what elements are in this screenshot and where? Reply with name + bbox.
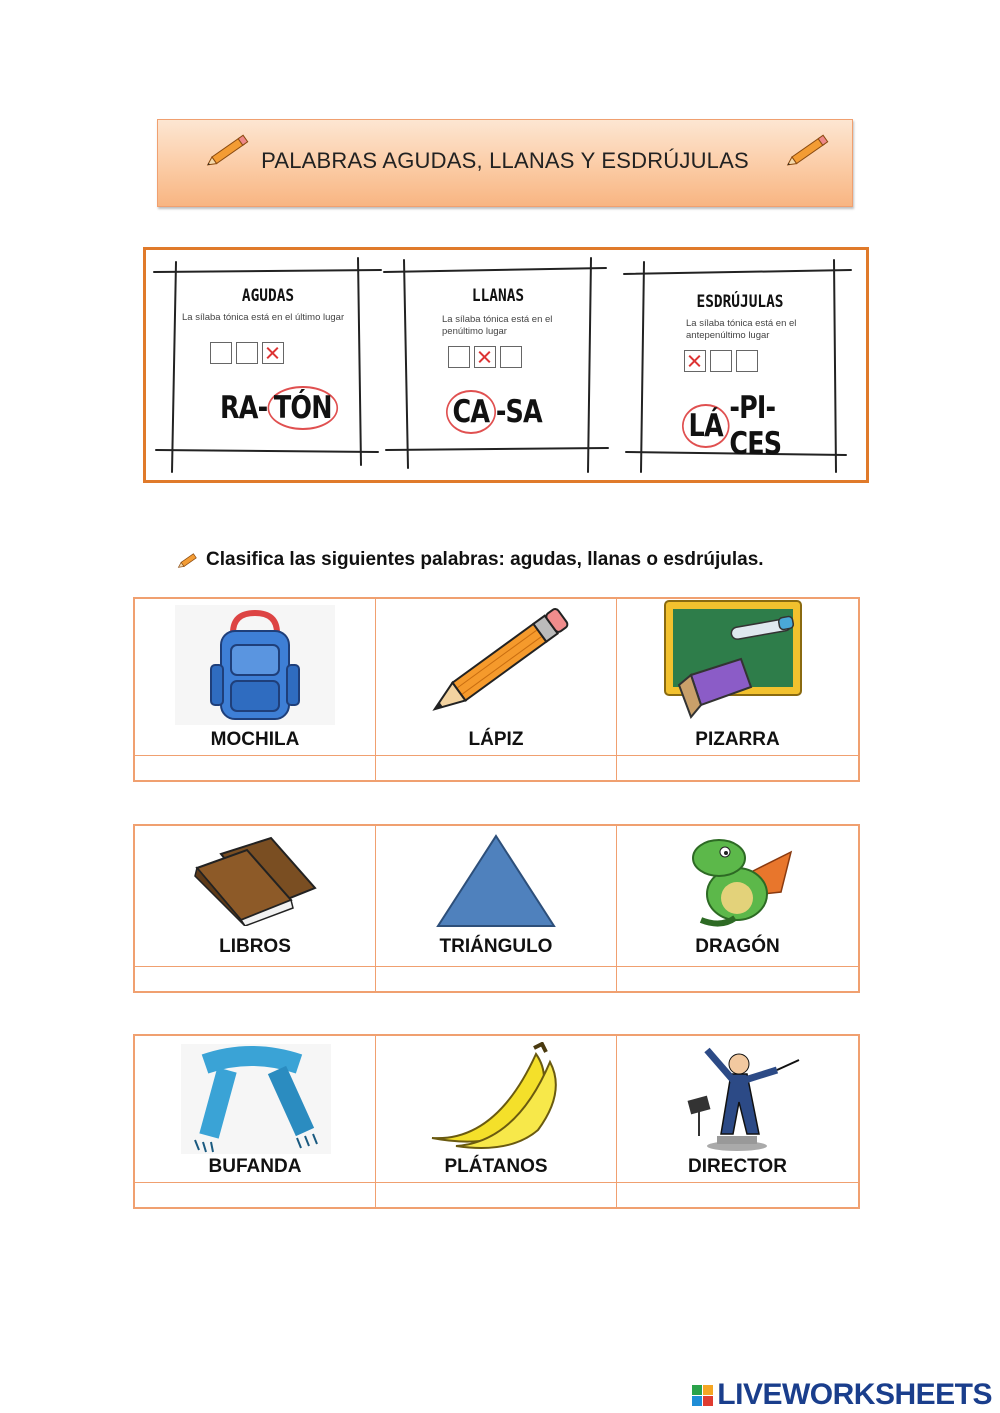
- rule-panel-llanas: [408, 280, 588, 450]
- chalkboard-icon: [661, 599, 811, 725]
- instruction: [176, 549, 764, 571]
- answer-row: [135, 1182, 858, 1207]
- watermark: [692, 1378, 992, 1412]
- syllable: -SA: [495, 394, 542, 430]
- syllable-boxes: [210, 342, 284, 364]
- answer-cell[interactable]: [376, 1183, 617, 1207]
- word-grid-1: [133, 597, 860, 782]
- word-cell: [376, 599, 617, 755]
- answer-cell[interactable]: [617, 967, 858, 991]
- syllable-box: [448, 346, 470, 368]
- word-label: DRAGÓN: [695, 936, 780, 957]
- word-cell: [617, 826, 858, 966]
- pencil-picture: [420, 607, 580, 719]
- syllable-box: [210, 342, 232, 364]
- answer-cell[interactable]: [617, 756, 858, 780]
- pencil-icon: [176, 550, 200, 570]
- syllable-box: [710, 350, 732, 372]
- bananas-icon: [426, 1042, 566, 1152]
- example-word: [446, 390, 542, 434]
- rule-description: La sílaba tónica está en el antepenúltimo lugar: [686, 318, 797, 341]
- word-label: DIRECTOR: [688, 1156, 787, 1177]
- liveworksheets-logo-icon: [692, 1385, 713, 1406]
- pencil-icon: [783, 130, 835, 170]
- syllable-box-marked: [262, 342, 284, 364]
- conductor-icon: [677, 1040, 807, 1152]
- syllable-box: [736, 350, 758, 372]
- word-grid-3: [133, 1034, 860, 1209]
- scarf-icon: [181, 1044, 331, 1154]
- syllable-box-marked: [474, 346, 496, 368]
- word-label: BUFANDA: [208, 1156, 302, 1177]
- triangle-icon: [436, 834, 556, 930]
- word-grid-2: [133, 824, 860, 993]
- example-word: [682, 390, 807, 462]
- syllable-box: [500, 346, 522, 368]
- title-banner: [157, 119, 853, 207]
- answer-cell[interactable]: [135, 967, 376, 991]
- word-label: MOCHILA: [210, 729, 300, 750]
- word-cell: [376, 1036, 617, 1182]
- stressed-syllable: CA: [446, 390, 496, 434]
- syllable: -PI-CES: [729, 390, 782, 462]
- dragon-icon: [681, 832, 797, 932]
- page-title: PALABRAS AGUDAS, LLANAS Y ESDRÚJULAS: [261, 148, 749, 173]
- rule-heading: AGUDAS: [241, 286, 295, 306]
- syllable-box-marked: [684, 350, 706, 372]
- stressed-syllable: TÓN: [267, 386, 338, 430]
- answer-row: [135, 966, 858, 991]
- word-cell: [135, 1036, 376, 1182]
- rule-description: La sílaba tónica está en el penúltimo lugar: [442, 314, 553, 337]
- answer-cell[interactable]: [617, 1183, 858, 1207]
- word-label: LIBROS: [219, 936, 291, 957]
- example-word: [220, 386, 338, 430]
- word-label: TRIÁNGULO: [439, 936, 553, 957]
- rules-box: [143, 247, 869, 483]
- word-label: PLÁTANOS: [444, 1156, 548, 1177]
- answer-cell[interactable]: [376, 756, 617, 780]
- answer-cell[interactable]: [135, 1183, 376, 1207]
- syllable-boxes: [448, 346, 522, 368]
- syllable-boxes: [684, 350, 758, 372]
- instruction-text: Clasifica las siguientes palabras: agudas, llanas o esdrújulas.: [206, 549, 764, 570]
- stressed-syllable: LÁ: [682, 404, 729, 448]
- books-icon: [191, 834, 317, 926]
- answer-cell[interactable]: [135, 756, 376, 780]
- rule-heading: LLANAS: [471, 286, 525, 306]
- word-cell: [617, 599, 858, 755]
- syllable: RA-: [220, 390, 268, 426]
- rule-panel-esdrujulas: [646, 286, 834, 462]
- rule-panel-agudas: [174, 280, 362, 450]
- word-cell: [617, 1036, 858, 1182]
- answer-row: [135, 755, 858, 780]
- rule-description: La sílaba tónica está en el último lugar: [182, 312, 345, 323]
- syllable-box: [236, 342, 258, 364]
- backpack-icon: [175, 605, 335, 725]
- word-cell: [376, 826, 617, 966]
- rule-heading: ESDRÚJULAS: [696, 292, 784, 312]
- word-cell: [135, 826, 376, 966]
- word-label: PIZARRA: [695, 729, 780, 750]
- word-cell: [135, 599, 376, 755]
- answer-cell[interactable]: [376, 967, 617, 991]
- word-label: LÁPIZ: [468, 729, 524, 750]
- watermark-text: LIVEWORKSHEETS: [717, 1378, 992, 1411]
